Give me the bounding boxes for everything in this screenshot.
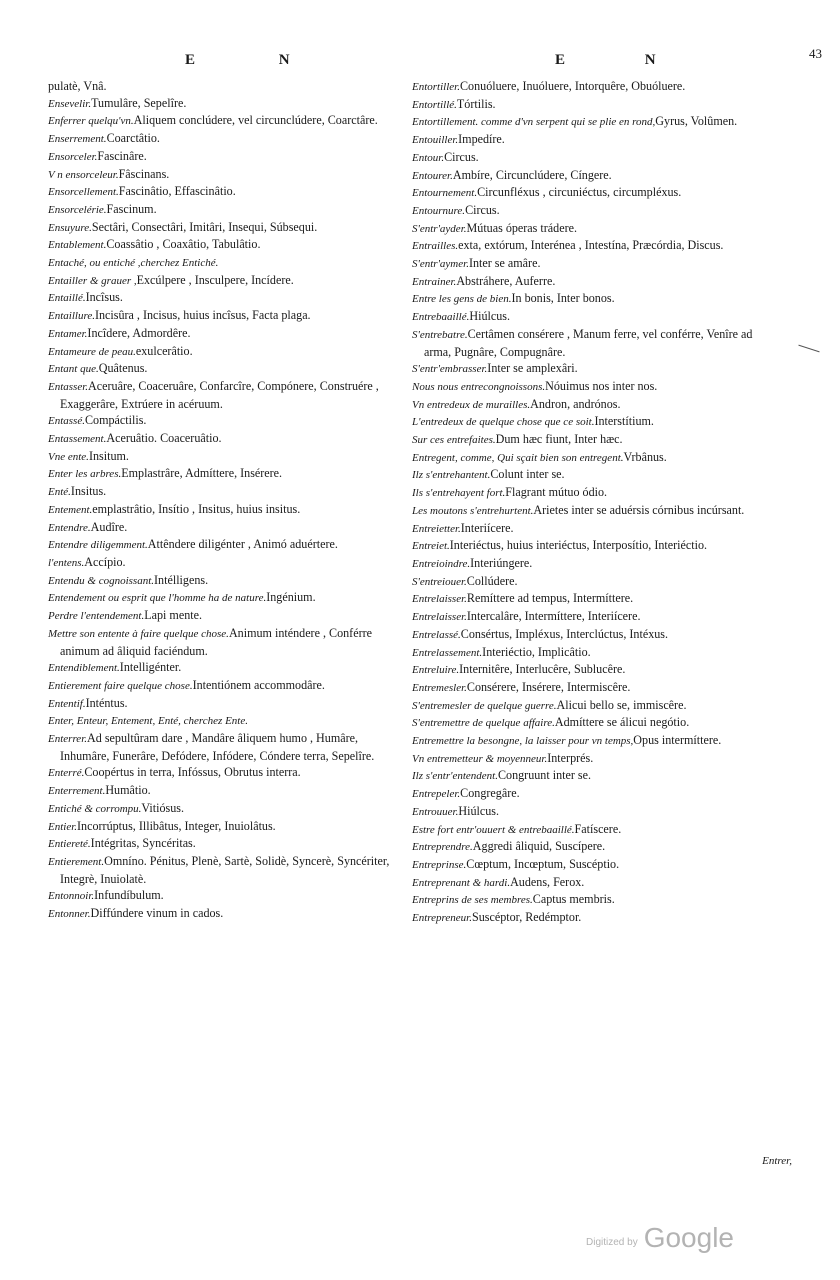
dictionary-entry [48, 572, 405, 590]
dictionary-entry [48, 183, 405, 201]
entry-headword: Entre les gens de bien. [412, 293, 512, 306]
entry-headword: Ensorcellement. [48, 186, 119, 199]
dictionary-entry [412, 308, 769, 326]
dictionary-entry [48, 130, 405, 148]
entry-latin-text: Interiéctio, Implicâtio. [482, 644, 591, 659]
entry-latin-text: Intercalâre, Intermíttere, Interiícere. [466, 609, 641, 624]
entry-headword: Entrailles. [412, 240, 459, 253]
entry-latin-text: Interiúngere. [470, 555, 533, 570]
entry-headword: Entremettre la besongne, la laisser pour vn temps, [412, 735, 634, 748]
dictionary-entry [48, 800, 405, 818]
entry-headword: Entasser. [48, 380, 89, 393]
entry-latin-text: Interiéctus, huius interiéctus, Interposítio, Interiéctio. [449, 538, 708, 553]
entry-latin-text: Insitus. [70, 484, 107, 499]
entry-headword: Entreprendre. [412, 841, 473, 854]
entry-latin-text: In bonis, Inter bonos. [511, 291, 615, 306]
dictionary-entry [48, 677, 405, 695]
entry-headword: Entement. [48, 503, 93, 516]
entry-latin-text: Colunt inter se. [490, 467, 565, 482]
entry-headword: Entaillé. [48, 292, 86, 305]
dictionary-entry [48, 887, 405, 905]
dictionary-entry [412, 202, 769, 220]
dictionary-entry [412, 714, 769, 732]
dictionary-entry [412, 449, 769, 467]
entry-latin-text: Flagrant mútuo ódio. [505, 485, 608, 500]
entry-latin-text: Abstráhere, Auferre. [456, 273, 556, 288]
entry-latin-text: Cœptum, Incœptum, Suscéptio. [466, 856, 620, 871]
entry-latin-text: Fâscinans. [118, 166, 170, 181]
dictionary-entry [412, 220, 769, 238]
right-column [412, 78, 769, 927]
entry-headword: Entreioindre. [412, 557, 471, 570]
entry-headword: Nous nous entrecongnoissons. [412, 380, 546, 393]
header-left-letters: E N [185, 52, 330, 68]
entry-headword: S'entrebatre. [412, 328, 468, 341]
dictionary-entry [48, 378, 405, 412]
dictionary-entry [48, 659, 405, 677]
dictionary-entry [412, 838, 769, 856]
entry-latin-text: Intelligénter. [119, 660, 182, 675]
entry-headword: Enterrer. [48, 733, 88, 746]
dictionary-entry [48, 219, 405, 237]
entry-latin-text: Consérere, Insérere, Intermiscêre. [466, 679, 631, 694]
dictionary-entry [48, 166, 405, 184]
entry-headword: Entiereté. [48, 838, 91, 851]
dictionary-entry [48, 589, 405, 607]
entry-headword: Entonner. [48, 908, 91, 921]
stray-mark [798, 345, 819, 353]
dictionary-entry [412, 856, 769, 874]
entry-headword: Entregent, comme, Qui sçait bien son entregent. [412, 451, 624, 464]
entry-latin-text: Inténtus. [85, 695, 128, 710]
dictionary-entry [412, 679, 769, 697]
dictionary-entry [412, 78, 769, 96]
dictionary-entry [412, 661, 769, 679]
entry-latin-text: Diffúndere vinum in cados. [90, 906, 224, 921]
entry-headword: Entrelassement. [412, 646, 483, 659]
dictionary-entry [412, 273, 769, 291]
entry-latin-text: Quâtenus. [98, 361, 148, 376]
entry-headword: Entrepreneur. [412, 912, 472, 925]
entry-latin-text: Incisûra , Incisus, huius incîsus, Facta plaga. [94, 308, 311, 323]
dictionary-entry [48, 835, 405, 853]
entry-latin-text: Interstítium. [594, 414, 654, 429]
dictionary-entry [412, 821, 769, 839]
entry-headword: Enferrer quelqu'vn. [48, 115, 134, 128]
entry-headword: Entendre diligemment. [48, 539, 148, 552]
entry-latin-text: Fascinâre. [97, 148, 147, 163]
entry-headword: Entendement ou esprit que l'homme ha de nature. [48, 592, 267, 605]
dictionary-entry [48, 465, 405, 483]
entry-headword: Entassement. [48, 433, 107, 446]
entry-latin-text: Tórtilis. [456, 96, 496, 111]
entry-headword: Sur ces entrefaites. [412, 434, 496, 447]
entry-headword: S'entr'embrasser. [412, 363, 488, 376]
entry-headword: Mettre son entente à faire quelque chose. [48, 627, 229, 640]
entry-headword: Entrouuer. [412, 805, 459, 818]
dictionary-entry [412, 396, 769, 414]
entry-latin-text: Coarctâtio. [106, 131, 160, 146]
entry-latin-text: Emplastrâre, Admíttere, Insérere. [121, 466, 283, 481]
entry-headword: Vn entredeux de murailles. [412, 398, 531, 411]
entry-headword: Entassé. [48, 415, 85, 428]
dictionary-entry [48, 201, 405, 219]
entry-latin-text: Circunfléxus , circuniéctus, circumpléxus. [477, 185, 682, 200]
dictionary-entry [412, 785, 769, 803]
entry-latin-text: Vrbânus. [623, 449, 667, 464]
watermark-small-text: Digitized by [586, 1237, 638, 1248]
entry-headword: Les moutons s'entrehurtent. [412, 504, 534, 517]
entry-headword: Entendu & cognoissant. [48, 574, 155, 587]
dictionary-entry [412, 96, 769, 114]
dictionary-entry [412, 697, 769, 715]
dictionary-entry [48, 307, 405, 325]
entry-headword: Entaillure. [48, 310, 95, 323]
dictionary-entry [48, 95, 405, 113]
dictionary-entry [412, 378, 769, 396]
entry-latin-text: Animum inténdere , Conférre animum ad âliquid faciéndum. [60, 625, 373, 658]
entry-latin-text: exulcerâtio. [135, 343, 193, 358]
entry-latin-text: Impedíre. [458, 132, 505, 147]
entry-latin-text: Incîdere, Admordêre. [87, 325, 191, 340]
entry-headword: Ils s'entrehayent fort. [412, 487, 506, 500]
entry-latin-text: exta, extórum, Interénea , Intestína, Præcórdia, Discus. [458, 238, 724, 253]
entry-latin-text: Circus. [465, 202, 500, 217]
dictionary-entry [412, 484, 769, 502]
entry-headword: L'entredeux de quelque chose que ce soit. [412, 416, 595, 429]
entry-headword: Entournement. [412, 187, 478, 200]
entry-latin-text: Coassâtio , Coaxâtio, Tabulâtio. [106, 237, 261, 252]
entry-headword: Entour. [412, 151, 445, 164]
entry-headword: V n ensorceleur. [48, 168, 119, 181]
entry-latin-text: Intélligens. [154, 572, 209, 587]
dictionary-entry [412, 537, 769, 555]
entry-headword: S'entr'aymer. [412, 258, 469, 271]
entry-latin-text: Inter se amâre. [468, 256, 541, 271]
entry-latin-text: Sectâri, Consectâri, Imitâri, Insequi, Súbsequi. [91, 219, 318, 234]
entry-latin-text: Alicui bello se, immiscêre. [556, 697, 687, 712]
entry-headword: Enter les arbres. [48, 468, 122, 481]
dictionary-entry [48, 236, 405, 254]
dictionary-entry [412, 413, 769, 431]
entry-headword: S'entremettre de quelque affaire. [412, 717, 555, 730]
entry-latin-text: Congruunt inter se. [497, 768, 592, 783]
dictionary-entry [412, 573, 769, 591]
entry-headword: S'entr'ayder. [412, 222, 467, 235]
entry-headword: Entamer. [48, 327, 88, 340]
dictionary-entry [48, 536, 405, 554]
entry-headword: Ilz s'entr'entendent. [412, 770, 498, 783]
entry-headword: Entremesler. [412, 681, 467, 694]
entry-latin-text: Mútuas óperas trádere. [466, 220, 577, 235]
entry-latin-text: Opus intermíttere. [633, 733, 722, 748]
dictionary-entry [48, 289, 405, 307]
entry-headword: Entrelaisser. [412, 611, 467, 624]
entry-latin-text: Nóuimus nos inter nos. [545, 378, 658, 393]
dictionary-entry [48, 343, 405, 361]
dictionary-entry [412, 803, 769, 821]
entry-headword: Ensevelir. [48, 97, 92, 110]
entry-headword: Enterrement. [48, 785, 106, 798]
entry-latin-text: Congregâre. [460, 786, 520, 801]
catchword: Entrer, [762, 1155, 792, 1167]
entry-latin-text: Dum hæc fiunt, Inter hæc. [495, 432, 623, 447]
entry-latin-text: Compáctilis. [84, 413, 147, 428]
entry-headword: Entreiet. [412, 540, 450, 553]
entry-headword: l'entens. [48, 556, 85, 569]
entry-latin-text: Arietes inter se aduérsis córnibus incúrsant. [533, 502, 745, 517]
dictionary-entry [48, 519, 405, 537]
entry-latin-text: Consértus, Impléxus, Interclúctus, Intéxus. [460, 626, 669, 641]
entry-headword: Entablement. [48, 239, 107, 252]
entry-latin-text: Omníno. Pénitus, Plenè, Sartè, Solidè, Syncerè, Syncériter, Integrè, Inuiolatè. [60, 853, 390, 886]
dictionary-entry [48, 148, 405, 166]
dictionary-entry [48, 78, 405, 95]
entry-headword: Entrelaisser. [412, 593, 467, 606]
entry-headword: Enté. [48, 486, 71, 499]
entry-headword: Entortiller. [412, 81, 460, 93]
watermark-logo-text: Google [643, 1222, 734, 1253]
dictionary-entry [412, 891, 769, 909]
dictionary-entry [48, 412, 405, 430]
dictionary-entry [412, 326, 769, 360]
entry-latin-text: Intégritas, Syncéritas. [90, 836, 196, 851]
entry-latin-text: Aceruâtio. Coaceruâtio. [106, 431, 222, 446]
dictionary-entry [412, 732, 769, 750]
entry-latin-text: Coopértus in terra, Infóssus, Obrutus interra. [84, 765, 301, 780]
entry-latin-text: Insitum. [88, 448, 129, 463]
entry-headword: Entrelassé. [412, 628, 461, 641]
entry-latin-text: Lapi mente. [144, 608, 202, 623]
entry-headword: Ilz s'entrehantent. [412, 469, 491, 482]
dictionary-entry [48, 782, 405, 800]
entry-headword: Entierement faire quelque chose. [48, 679, 193, 692]
page-number: 43 [809, 46, 822, 61]
dictionary-entry [412, 626, 769, 644]
entry-latin-text: Aceruâre, Coaceruâre, Confarcîre, Compónere, Construére , Exaggerâre, Extrúere in acéruum. [60, 378, 379, 411]
entry-headword: Entailler & grauer , [48, 274, 137, 287]
entry-latin-text: Audîre. [90, 519, 128, 534]
entry-latin-text: Infundíbulum. [94, 888, 164, 903]
dictionary-entry [412, 608, 769, 626]
entry-headword: Enter, Enteur, Entement, Enté, cherchez Ente. [48, 715, 248, 728]
dictionary-entry [412, 167, 769, 185]
entry-headword: Ensorceler. [48, 150, 98, 163]
entry-headword: Entreprins de ses membres. [412, 894, 533, 907]
entry-headword: Enserrement. [48, 133, 107, 146]
entry-latin-text: Internitêre, Interlucêre, Sublucêre. [459, 662, 626, 677]
entry-latin-text: Circus. [444, 149, 479, 164]
dictionary-entry [412, 555, 769, 573]
entry-latin-text: Interprés. [547, 750, 594, 765]
dictionary-entry [412, 502, 769, 520]
dictionary-entry [48, 112, 405, 130]
entry-latin-text: Collúdere. [466, 573, 518, 588]
entry-latin-text: Tumulâre, Sepelîre. [91, 95, 187, 110]
dictionary-entry [412, 874, 769, 892]
entry-headword: Entrainer. [412, 275, 457, 288]
entry-latin-text: Intentiónem accommodâre. [192, 677, 325, 692]
entry-latin-text: Inter se amplexâri. [487, 361, 578, 376]
entry-headword: Entendiblement. [48, 662, 120, 675]
header-right-letters: E N [555, 52, 694, 68]
entry-latin-text: Suscéptor, Redémptor. [471, 910, 582, 925]
entry-headword: Entiché & corrompu. [48, 802, 142, 815]
entry-latin-text: Interiícere. [460, 520, 514, 535]
entry-headword: S'entremesler de quelque guerre. [412, 699, 557, 712]
entry-latin-text: Certâmen consérere , Manum ferre, vel conférre, Venîre ad arma, Pugnâre, Compugnâre. [424, 326, 753, 359]
entry-headword: Entourer. [412, 169, 453, 182]
entry-latin-text: Andron, andrónos. [530, 396, 621, 411]
dictionary-entry [48, 730, 405, 764]
dictionary-entry [412, 466, 769, 484]
dictionary-entry [48, 448, 405, 466]
dictionary-entry [412, 290, 769, 308]
entry-headword: Entreprenant & hardi. [412, 876, 511, 889]
entry-latin-text: Gyrus, Volûmen. [655, 114, 738, 129]
entry-headword: Vne ente. [48, 450, 89, 463]
entry-headword: Ensuyure. [48, 221, 92, 234]
entry-headword: Perdre l'entendement. [48, 610, 145, 623]
entry-latin-text: Vitiósus. [141, 800, 185, 815]
dictionary-entry [48, 272, 405, 290]
dictionary-entry [48, 483, 405, 501]
entry-headword: Entierement. [48, 855, 105, 868]
entry-headword: Entant que. [48, 363, 99, 376]
dictionary-entry [48, 254, 405, 272]
dictionary-entry [412, 255, 769, 273]
dictionary-entry [412, 520, 769, 538]
entry-headword: Enterré. [48, 767, 85, 780]
dictionary-entry [48, 818, 405, 836]
dictionary-entry [48, 430, 405, 448]
entry-latin-text: Excúlpere , Insculpere, Incídere. [136, 272, 294, 287]
entry-headword: Estre fort entr'ouuert & entrebaaillé. [412, 823, 575, 836]
dictionary-entry [412, 113, 769, 131]
dictionary-entry [48, 853, 405, 887]
dictionary-entry [48, 607, 405, 625]
entry-latin-text: Ad sepultûram dare , Mandâre âliquem humo , Humâre, Inhumâre, Funerâre, Defódere, Infódere, Cóndere terra, Sepelîre. [60, 731, 375, 763]
entry-headword: Ententif. [48, 697, 86, 710]
dictionary-entry [412, 184, 769, 202]
entry-headword: Ensorcelérie. [48, 203, 107, 216]
dictionary-entry [48, 695, 405, 713]
entry-headword: Entortillé. [412, 98, 457, 111]
dictionary-entry [412, 750, 769, 768]
dictionary-entry [48, 764, 405, 782]
dictionary-entry [412, 590, 769, 608]
entry-latin-text: Humâtio. [105, 783, 151, 798]
entry-headword: Entrebaaillé. [412, 311, 470, 324]
entry-latin-text: Fatíscere. [574, 821, 622, 836]
entry-headword: Entaché, ou entiché ,cherchez Entiché. [48, 257, 219, 270]
dictionary-entry [48, 712, 405, 730]
entry-latin-text: emplastrâtio, Insítio , Insitus, huius insitus. [92, 501, 301, 516]
entry-headword: Entrepeler. [412, 788, 461, 801]
dictionary-entry [412, 909, 769, 927]
dictionary-entry [48, 360, 405, 378]
entry-latin-text: Ingénium. [266, 590, 316, 605]
dictionary-entry [48, 501, 405, 519]
entry-latin-text: pulatè, Vnâ. [48, 79, 107, 93]
entry-headword: Entortillement. comme d'vn serpent qui se plie en rond, [412, 116, 656, 129]
entry-latin-text: Hiúlcus. [469, 309, 510, 324]
digitized-watermark [586, 1222, 734, 1254]
entry-headword: Entreietter. [412, 522, 461, 535]
entry-latin-text: Conuóluere, Inuóluere, Intorquêre, Obuóluere. [459, 79, 686, 93]
entry-headword: Entendre. [48, 521, 91, 534]
page-header [60, 46, 822, 74]
entry-latin-text: Incîsus. [85, 290, 123, 305]
entry-latin-text: Incorrúptus, Illibâtus, Integer, Inuiolâtus. [77, 818, 276, 833]
entry-headword: Entonnoir. [48, 890, 95, 903]
dictionary-entry [48, 905, 405, 923]
entry-headword: S'entreiouer. [412, 575, 467, 588]
dictionary-entry [412, 767, 769, 785]
dictionary-entry [48, 325, 405, 343]
entry-latin-text: Fascinum. [106, 201, 157, 216]
entry-headword: Vn entremetteur & moyenneur. [412, 752, 548, 765]
entry-latin-text: Admíttere se álicui negótio. [554, 715, 690, 730]
entry-latin-text: Aggredi âliquid, Suscípere. [472, 839, 606, 854]
entry-headword: Entournure. [412, 204, 466, 217]
entry-headword: Entouiller. [412, 134, 459, 147]
dictionary-entry [412, 237, 769, 255]
dictionary-entry [48, 554, 405, 572]
entry-headword: Entier. [48, 820, 78, 833]
entry-latin-text: Remíttere ad tempus, Intermíttere. [466, 591, 634, 606]
dictionary-entry [48, 625, 405, 659]
entry-latin-text: Attêndere diligénter , Animó aduértere. [147, 537, 338, 552]
entry-headword: Entreluire. [412, 664, 460, 677]
dictionary-entry [412, 431, 769, 449]
entry-headword: Entreprinse. [412, 858, 467, 871]
entry-latin-text: Audens, Ferox. [510, 874, 585, 889]
entry-latin-text: Hiúlcus. [458, 803, 499, 818]
dictionary-entry [412, 360, 769, 378]
entry-latin-text: Accípio. [84, 554, 126, 569]
dictionary-entry [412, 149, 769, 167]
entry-latin-text: Ambíre, Circunclúdere, Cíngere. [452, 167, 612, 182]
dictionary-entry [412, 644, 769, 662]
left-column [48, 78, 405, 923]
entry-latin-text: Aliquem conclúdere, vel circunclúdere, Coarctâre. [133, 113, 378, 128]
entry-latin-text: Captus membris. [532, 892, 615, 907]
entry-headword: Entameure de peau. [48, 345, 136, 358]
entry-latin-text: Fascinâtio, Effascinâtio. [118, 184, 236, 199]
dictionary-entry [412, 131, 769, 149]
